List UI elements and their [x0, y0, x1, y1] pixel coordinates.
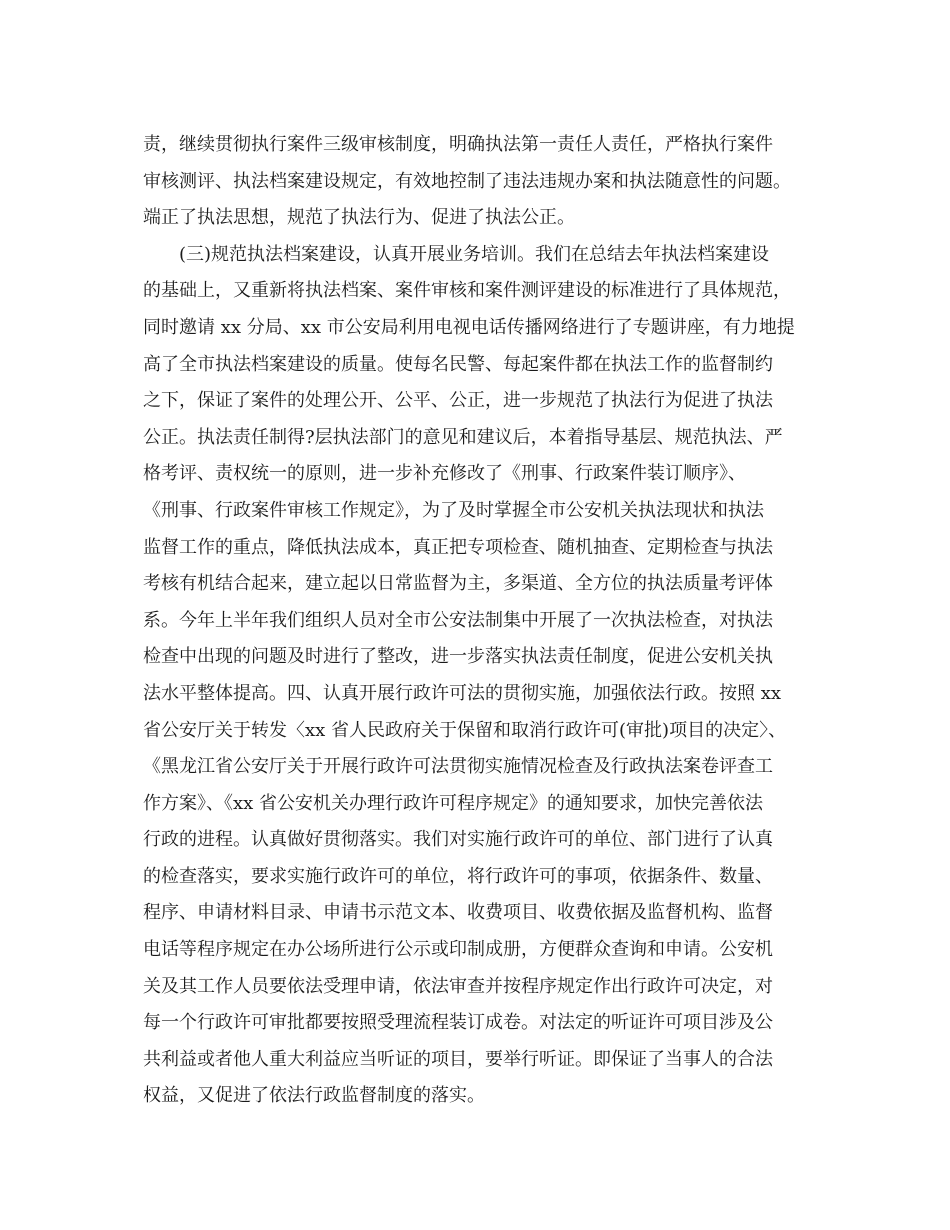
text-line: 作方案》、《xx 省公安机关办理行政许可程序规定》的通知要求，加快完善依法	[143, 792, 764, 814]
body-text	[143, 127, 815, 1115]
paragraph-start-line: (三)规范执法档案建设，认真开展业务培训。我们在总结去年执法档案建设	[179, 243, 770, 265]
text-line: 责，继续贯彻执行案件三级审核制度，明确执法第一责任人责任，严格执行案件	[143, 134, 773, 155]
text-line: 权益，又促进了依法行政监督制度的落实。	[143, 1085, 485, 1107]
text-line: 的基础上，又重新将执法档案、案件审核和案件测评建设的标准进行了具体规范，	[143, 280, 791, 302]
text-line: 电话等程序规定在办公场所进行公示或印制成册，方便群众查询和申请。公安机	[143, 939, 773, 961]
text-line: 系。今年上半年我们组织人员对全市公安法制集中开展了一次执法检查，对执法	[143, 609, 773, 631]
text-line: 法水平整体提高。四、认真开展行政许可法的贯彻实施，加强依法行政。按照 xx	[143, 682, 782, 704]
text-line: 的检查落实，要求实施行政许可的单位，将行政许可的事项，依据条件、数量、	[143, 865, 773, 887]
text-line: 程序、申请材料目录、申请书示范文本、收费项目、收费依据及监督机构、监督	[143, 902, 773, 924]
text-line: 《刑事、行政案件审核工作规定》，为了及时掌握全市公安机关执法现状和执法	[143, 499, 764, 521]
text-line: 之下，保证了案件的处理公开、公平、公正，进一步规范了执法行为促进了执法	[143, 390, 773, 412]
text-line: 同时邀请 xx 分局、xx 市公安局利用电视电话传播网络进行了专题讲座，有力地提	[143, 316, 795, 338]
text-line: 省公安厅关于转发〈xx 省人民政府关于保留和取消行政许可(审批)项目的决定〉、	[143, 719, 787, 741]
text-line: 共利益或者他人重大利益应当听证的项目，要举行听证。即保证了当事人的合法	[143, 1048, 773, 1070]
text-line: 检查中出现的问题及时进行了整改，进一步落实执法责任制度，促进公安机关执	[143, 646, 773, 668]
text-line: 每一个行政许可审批都要按照受理流程装订成卷。对法定的听证许可项目涉及公	[143, 1012, 773, 1034]
text-line: 监督工作的重点，降低执法成本，真正把专项检查、随机抽查、定期检查与执法	[143, 536, 773, 558]
text-line: 《黑龙江省公安厅关于开展行政许可法贯彻实施情况检查及行政执法案卷评查工	[143, 756, 773, 778]
text-line: 公正。执法责任制得?层执法部门的意见和建议后，本着指导基层、规范执法、严	[143, 426, 783, 448]
text-line: 高了全市执法档案建设的质量。使每名民警、每起案件都在执法工作的监督制约	[143, 353, 773, 375]
text-line: 考核有机结合起来，建立起以日常监督为主，多渠道、全方位的执法质量考评体	[143, 573, 773, 595]
text-line: 审核测评、执法档案建设规定，有效地控制了违法违规办案和执法随意性的问题。	[143, 170, 791, 192]
text-line: 关及其工作人员要依法受理申请，依法审查并按程序规定作出行政许可决定，对	[143, 975, 773, 997]
text-line: 行政的进程。认真做好贯彻落实。我们对实施行政许可的单位、部门进行了认真	[143, 829, 773, 851]
text-line: 端正了执法思想，规范了执法行为、促进了执法公正。	[143, 207, 575, 229]
text-line: 格考评、责权统一的原则，进一步补充修改了《刑事、行政案件装订顺序》、	[143, 463, 746, 485]
